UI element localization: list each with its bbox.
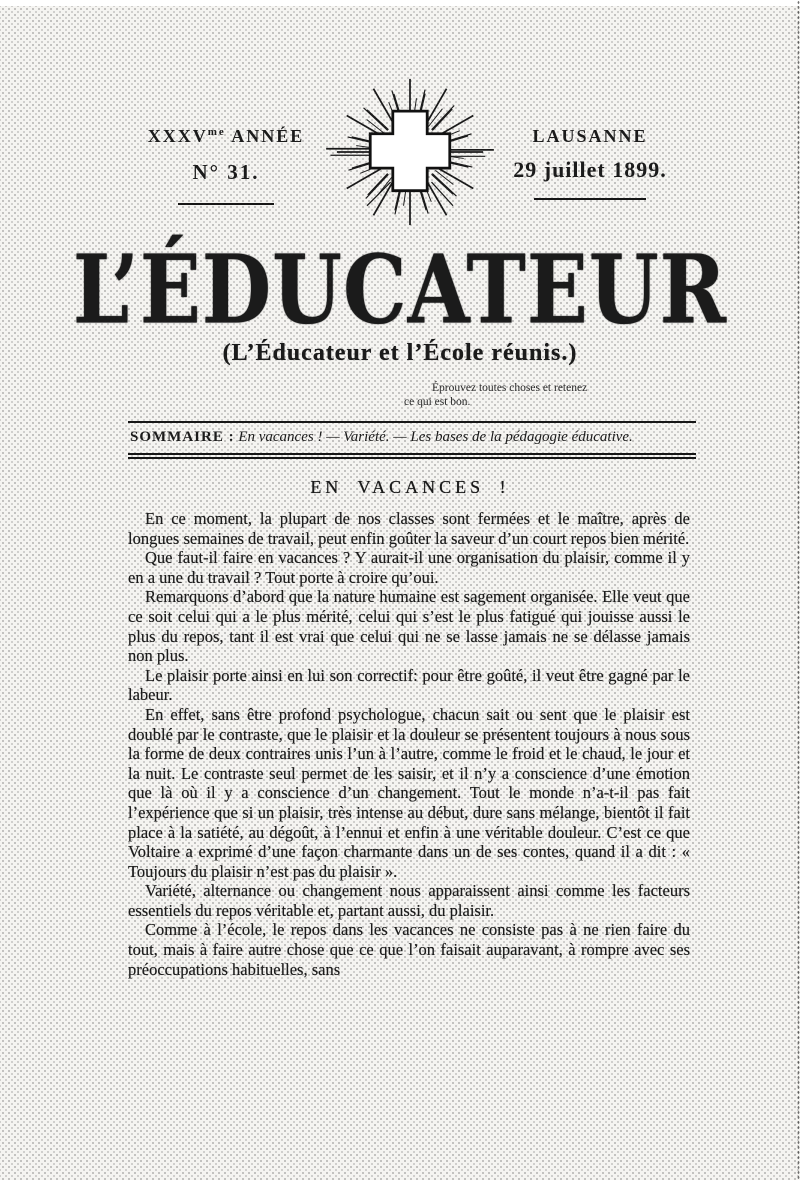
- header-right: [488, 126, 692, 200]
- article-title: EN VACANCES !: [310, 477, 510, 497]
- paragraph: Le plaisir porte ainsi en lui son correctif: pour être goûté, il veut être gagné par le labeur.: [128, 665, 690, 705]
- sommaire-label: SOMMAIRE :: [130, 429, 235, 445]
- masthead-subtitle: (L’Éducateur et l’École réunis.): [222, 340, 578, 366]
- issue-number: N° 31.: [192, 160, 260, 184]
- paragraph: Variété, alternance ou changement nous apparaissent ainsi comme les facteurs essentiels du repos véritable et, partant aussi, du plaisir.: [128, 881, 690, 920]
- header-left: [128, 126, 324, 205]
- divider-rule: [178, 203, 274, 205]
- publication-date: 29 juillet 1899.: [513, 157, 667, 182]
- city-label: LAUSANNE: [532, 126, 648, 146]
- motto-line2: ce qui est bon.: [404, 396, 471, 408]
- paragraph: En ce moment, la plupart de nos classes sont fermées et le maître, après de longues semaines de travail, peut enfin goûter la saveur d’un court repos bien mérité.: [128, 509, 690, 548]
- divider-rule: [534, 198, 646, 200]
- paragraph: En effet, sans être profond psychologue, chacun sait ou sent que le plaisir est doublé par le contraste, que le plaisir et la douleur se présentent toujours à nous sous la forme de deux contraires unis l’un à l’autre, comme le froid et le chaud, le jour et la nuit. Le contraste seul permet de les saisir, et il n’y a conscience d’une émotion que là où il y a conscience d’un changement. Tout le monde n’a-t-il pas fait l’expérience que si un plaisir, très intense au début, dure sans mélange, bientôt il fait place à la satiété, au dégoût, à l’ennui et enfin à une véritable douleur. C’est ce que Voltaire a exprimé d’une façon charmante dans un de ses contes, quand il a dit : « Toujours du plaisir n’est pas du plaisir ».: [128, 704, 690, 881]
- sommaire-items: En vacances ! — Variété. — Les bases de la pédagogie éducative.: [234, 429, 633, 445]
- motto-line1: Éprouvez toutes choses et retenez: [432, 382, 588, 394]
- masthead-title: L’ÉDUCATEUR: [72, 234, 728, 345]
- paragraph: Comme à l’école, le repos dans les vacances ne consiste pas à ne rien faire du tout, mais à faire autre chose que ce que l’on faisait auparavant, à rompre avec ses préoccupations habituelles, sans: [128, 920, 690, 979]
- article-body: [128, 509, 690, 979]
- scan-top-edge: [0, 0, 800, 6]
- volume-year: $XXXV^{me}$ ANNÉE: [147, 126, 305, 146]
- sommaire-bar: [128, 421, 696, 459]
- swiss-cross-sunburst-icon: [324, 66, 496, 238]
- paragraph: Remarquons d’abord que la nature humaine est sagement organisée. Elle veut que ce soit celui qui a le plus mérité, celui qui s’est le plus fatigué qui jouisse aussi le plus du repos, tant il est vrai que celui qui ne se lasse jamais ne se délasse jamais non plus.: [128, 587, 690, 666]
- paragraph: Que faut-il faire en vacances ? Y aurait-il une organisation du plaisir, comme il y en a une du travail ? Tout porte à croire qu’oui.: [128, 548, 690, 587]
- motto: [404, 381, 684, 409]
